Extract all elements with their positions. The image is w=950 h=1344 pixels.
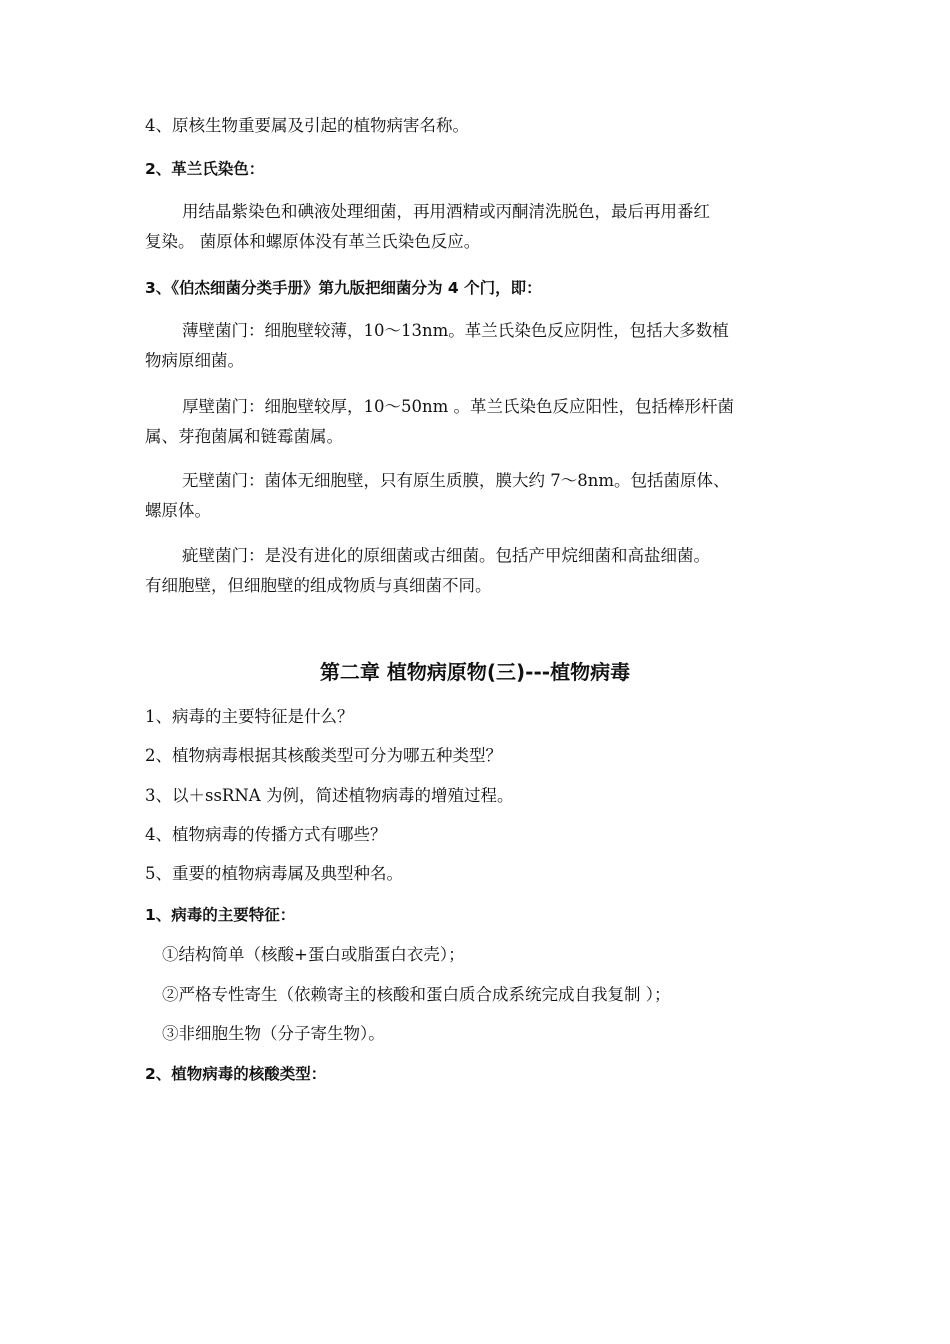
virus-feature-1: ①结构简单（核酸+蛋白或脂蛋白衣壳）；: [162, 945, 465, 964]
gram-stain-paragraph-line2: 复染。 菌原体和螺原体没有革兰氏染色反应。: [145, 232, 481, 251]
chapter-question-1: 1、病毒的主要特征是什么？: [145, 707, 354, 726]
chapter-question-2: 2、植物病毒根据其核酸类型可分为哪五种类型？: [145, 746, 502, 765]
firmicutes-line1: 厚壁菌门：细胞壁较厚，10～50nm 。革兰氏染色反应阳性，包括棒形杆菌: [182, 397, 735, 416]
bergey-heading: 3、《伯杰细菌分类手册》第九版把细菌分为 4 个门，即：: [145, 279, 542, 297]
firmicutes-line2: 属、芽孢菌属和链霉菌属。: [145, 427, 343, 446]
chapter-title: 第二章 植物病原物(三)---植物病毒: [319, 660, 631, 684]
gracilicutes-line1: 薄壁菌门：细胞壁较薄，10～13nm。革兰氏染色反应阴性，包括大多数植: [182, 321, 729, 340]
mendosicutes-line2: 有细胞壁，但细胞壁的组成物质与真细菌不同。: [145, 576, 492, 595]
tenericutes-line2: 螺原体。: [145, 501, 211, 520]
chapter-question-3: 3、以＋ssRNA 为例，简述植物病毒的增殖过程。: [145, 786, 514, 805]
virus-features-heading: 1、病毒的主要特征：: [145, 906, 296, 924]
mendosicutes-line1: 疵壁菌门：是没有进化的原细菌或古细菌。包括产甲烷细菌和高盐细菌。: [182, 546, 710, 565]
question-4-text: 4、原核生物重要属及引起的植物病害名称。: [145, 116, 469, 135]
nucleic-acid-types-heading: 2、植物病毒的核酸类型：: [145, 1065, 327, 1083]
gram-stain-heading: 2、革兰氏染色：: [145, 160, 265, 178]
tenericutes-line1: 无壁菌门：菌体无细胞壁，只有原生质膜，膜大约 7～8nm。包括菌原体、: [182, 471, 730, 490]
virus-feature-3: ③非细胞生物（分子寄生物）。: [162, 1024, 385, 1043]
chapter-question-4: 4、植物病毒的传播方式有哪些？: [145, 825, 387, 844]
virus-feature-2: ②严格专性寄生（依赖寄主的核酸和蛋白质合成系统完成自我复制 ）；: [162, 985, 671, 1004]
chapter-question-5: 5、重要的植物病毒属及典型种名。: [145, 864, 403, 883]
gram-stain-paragraph-line1: 用结晶紫染色和碘液处理细菌，再用酒精或丙酮清洗脱色，最后再用番红: [182, 202, 710, 221]
gracilicutes-line2: 物病原细菌。: [145, 351, 244, 370]
